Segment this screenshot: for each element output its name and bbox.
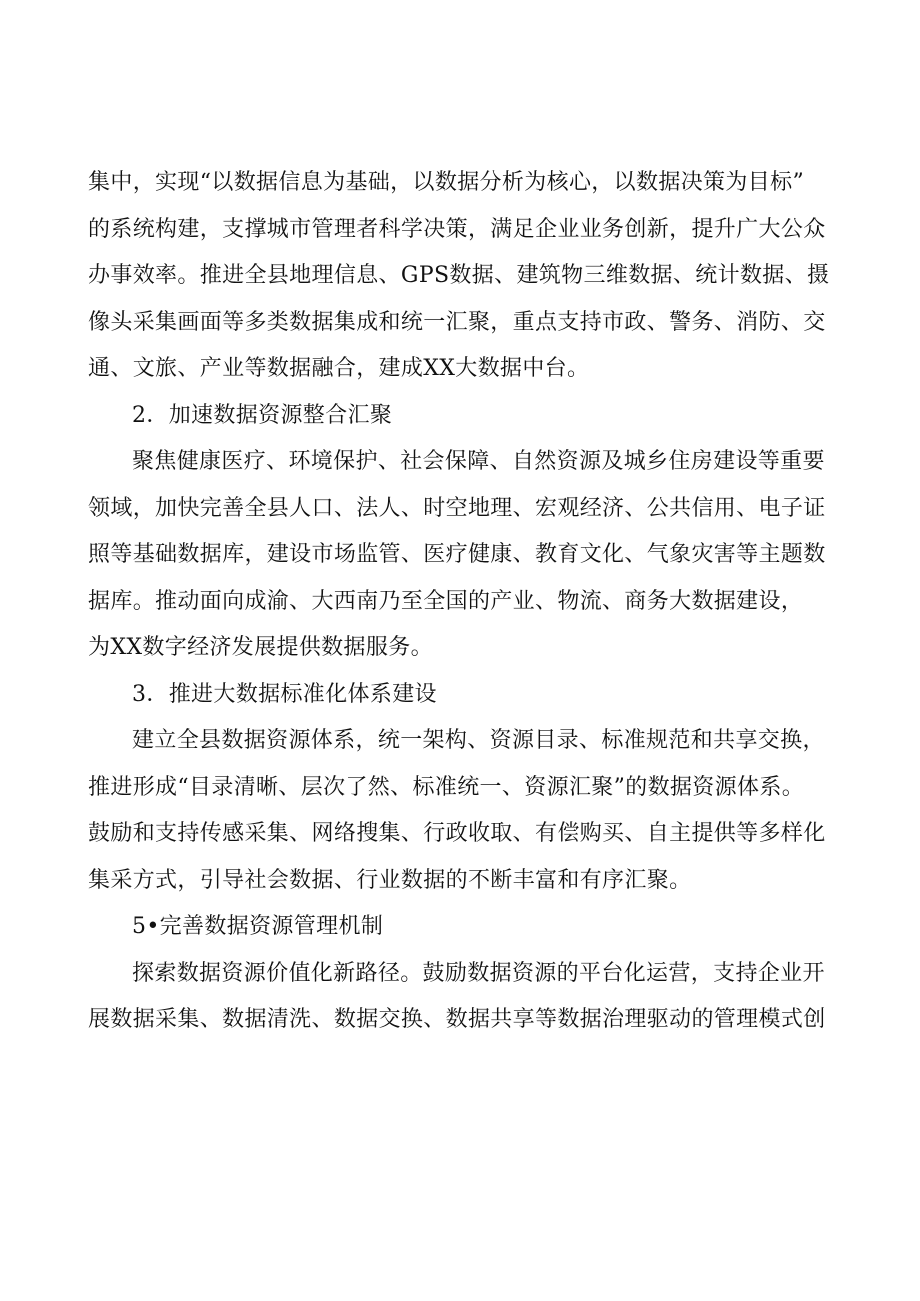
section-heading-3: 3．推进大数据标准化体系建设 <box>132 681 437 707</box>
section-heading-2: 2．加速数据资源整合汇聚 <box>132 402 393 428</box>
body-line: 展数据采集、数据清洗、数据交换、数据共享等数据治理驱动的管理模式创 <box>88 1007 826 1032</box>
body-line: 建立全县数据资源体系，统一架构、资源目录、标准规范和共享交换， <box>132 728 825 753</box>
document-body <box>88 160 853 1044</box>
body-line: 照等基础数据库，建设市场监管、医疗健康、教育文化、气象灾害等主题数 <box>88 542 826 567</box>
body-line: 推进形成“目录清晰、层次了然、标准统一、资源汇聚”的数据资源体系。 <box>88 774 805 800</box>
body-line: 通、文旅、产业等数据融合，建成XX大数据中台。 <box>88 356 590 381</box>
body-line: 集采方式，引导社会数据、行业数据的不断丰富和有序汇聚。 <box>88 867 692 893</box>
body-line: 像头采集画面等多类数据集成和统一汇聚，重点支持市政、警务、消防、交 <box>88 309 826 335</box>
body-line: 办事效率。推进全县地理信息、GPS数据、建筑物三维数据、统计数据、摄 <box>88 263 830 288</box>
body-line: 的系统构建，支撑城市管理者科学决策，满足企业业务创新，提升广大公众 <box>88 216 826 242</box>
body-line: 领域，加快完善全县人口、法人、时空地理、宏观经济、公共信用、电子证 <box>88 495 826 521</box>
body-line: 鼓励和支持传感采集、网络搜集、行政收取、有偿购买、自主提供等多样化 <box>88 821 826 846</box>
body-line: 据库。推动面向成渝、大西南乃至全国的产业、物流、商务大数据建设， <box>88 588 804 614</box>
body-line: 探索数据资源价值化新路径。鼓励数据资源的平台化运营，支持企业开 <box>132 960 825 986</box>
body-line: 为XX数字经济发展提供数据服务。 <box>88 635 433 660</box>
body-line: 集中，实现“以数据信息为基础，以数据分析为核心，以数据决策为目标” <box>88 170 805 195</box>
body-line: 聚焦健康医疗、环境保护、社会保障、自然资源及城乡住房建设等重要 <box>132 449 825 474</box>
section-heading-5: 5•完善数据资源管理机制 <box>132 914 384 939</box>
